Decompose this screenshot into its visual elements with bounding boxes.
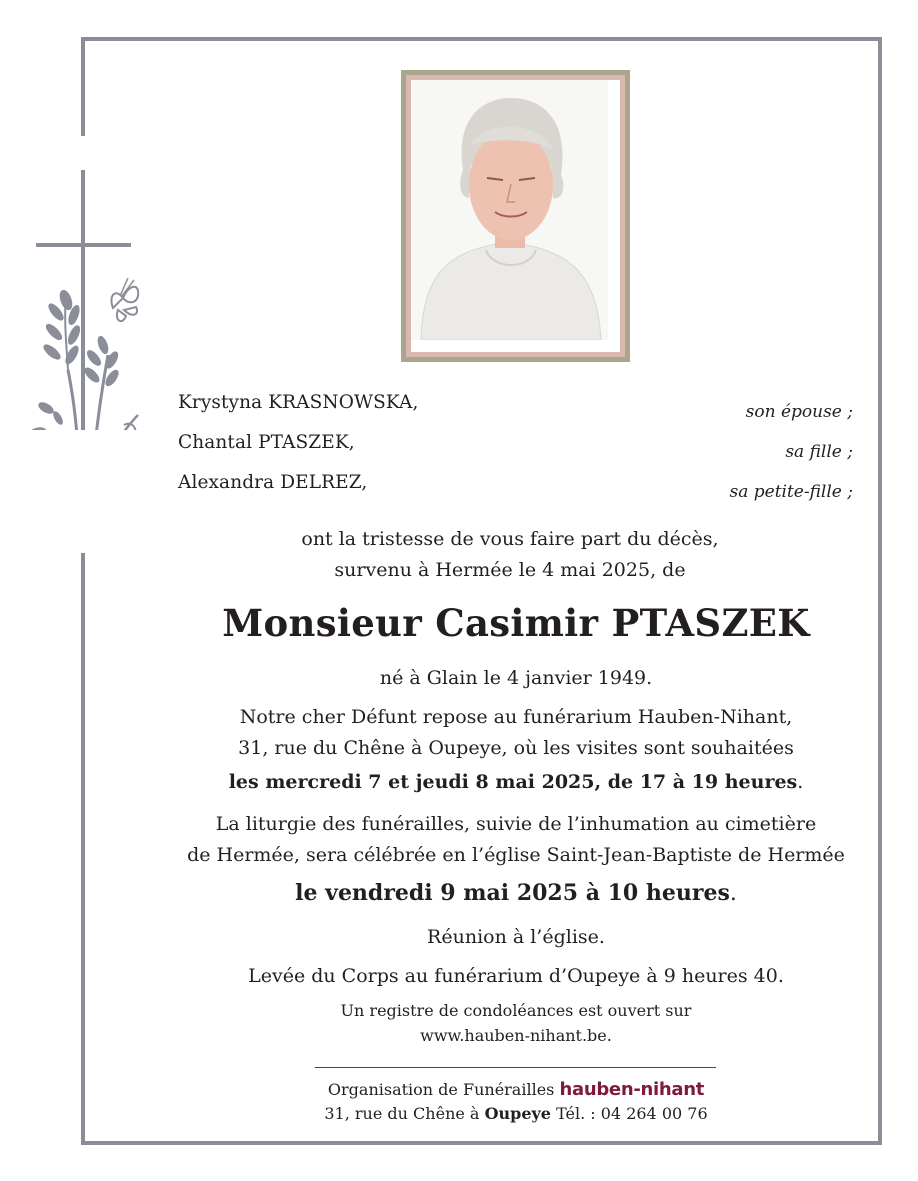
announcement-line-2: survenu à Hermée le 4 mai 2025, de bbox=[334, 559, 686, 581]
frame-bottom bbox=[81, 1141, 882, 1145]
family-member-relation: son épouse ; bbox=[745, 402, 853, 422]
portrait-photo bbox=[411, 80, 620, 352]
photo-mat bbox=[406, 75, 625, 357]
registry-link[interactable]: www.hauben-nihant.be. bbox=[420, 1026, 612, 1045]
footer-city: Oupeye bbox=[484, 1104, 551, 1123]
liturgy-date bbox=[136, 880, 896, 906]
footer-organisation bbox=[136, 1079, 896, 1100]
footer-address bbox=[136, 1104, 896, 1123]
footer-address-prefix: 31, rue du Chêne à bbox=[324, 1104, 480, 1123]
brand-logo: hauben-nihant bbox=[559, 1079, 705, 1100]
registry-line-1: Un registre de condoléances est ouvert sur bbox=[340, 1001, 692, 1020]
visit-dates-end: . bbox=[797, 771, 804, 793]
liturgy-date-end: . bbox=[729, 881, 737, 906]
frame-left-bottom bbox=[81, 553, 85, 1145]
announcement-line-1: ont la tristesse de vous faire part du décès, bbox=[301, 528, 719, 550]
family-member-name: Alexandra DELREZ, bbox=[178, 472, 368, 493]
photo-frame bbox=[401, 70, 630, 362]
visit-line-2: 31, rue du Chêne à Oupeye, où les visites sont souhaitées bbox=[238, 737, 794, 759]
liturgy-date-bold: le vendredi 9 mai 2025 à 10 heures bbox=[295, 880, 730, 906]
birth-info: né à Glain le 4 janvier 1949. bbox=[379, 667, 653, 689]
frame-top bbox=[81, 37, 882, 41]
frame-left-top bbox=[81, 37, 85, 136]
family-member-name: Krystyna KRASNOWSKA, bbox=[178, 392, 419, 413]
deceased-name: Monsieur Casimir PTASZEK bbox=[222, 601, 810, 645]
family-member-relation: sa petite-fille ; bbox=[729, 482, 853, 502]
visit-line-1: Notre cher Défunt repose au funérarium Hauben-Nihant, bbox=[239, 706, 793, 728]
cross-horizontal bbox=[36, 243, 131, 247]
cross-vertical bbox=[81, 170, 85, 430]
visit-dates bbox=[136, 771, 896, 793]
family-member-relation: sa fille ; bbox=[785, 442, 853, 462]
reunion-info: Réunion à l’église. bbox=[427, 926, 605, 948]
cross-wheat-butterfly-decoration bbox=[28, 170, 153, 430]
liturgy-line-1: La liturgie des funérailles, suivie de l’inhumation au cimetière bbox=[215, 813, 817, 835]
butterfly-icon bbox=[111, 278, 138, 321]
liturgy-line-2: de Hermée, sera célébrée en l’église Saint-Jean-Baptiste de Hermée bbox=[187, 844, 845, 866]
visit-dates-bold: les mercredi 7 et jeudi 8 mai 2025, de 17 à 19 heures bbox=[228, 771, 798, 793]
family-member-name: Chantal PTASZEK, bbox=[178, 432, 355, 453]
footer-org-label: Organisation de Funérailles bbox=[327, 1080, 555, 1099]
levee-info: Levée du Corps au funérarium d’Oupeye à 9 heures 40. bbox=[248, 965, 784, 987]
footer-separator bbox=[315, 1067, 716, 1068]
footer-phone: Tél. : 04 264 00 76 bbox=[556, 1104, 708, 1123]
